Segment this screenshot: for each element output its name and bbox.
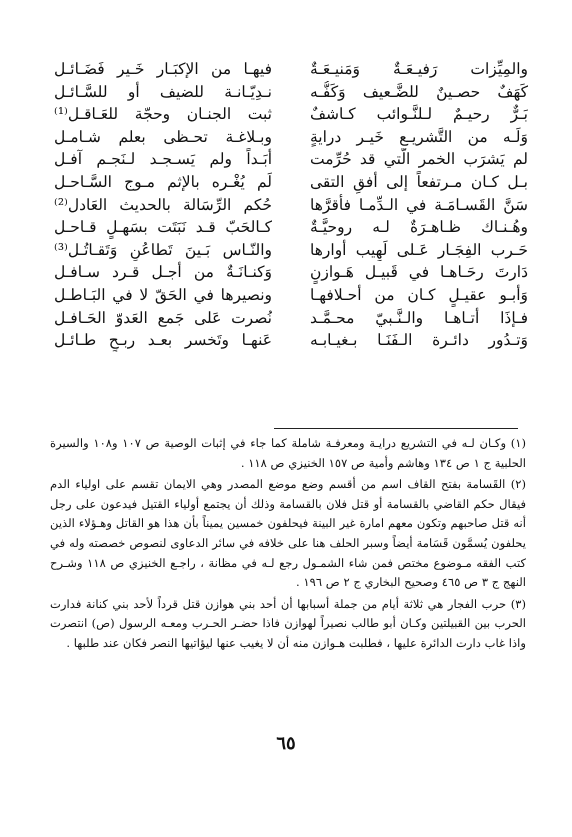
hemistich: بـل كـان مـرتفعاً إلى أُفقِ التقى	[310, 172, 528, 191]
hemistich: فـإذَا أتـاهـا والـنَّـبيّ محـمَّـد	[310, 308, 528, 327]
hemistich: حَـرب الفِجَـار عَـلى لَهِيب أوارها	[310, 240, 528, 259]
footnote: (٢) القَسامة بفتح القاف اسم من أقسم وضع موضع المصدر وهي الايمان تقسم على اولياء الدم فيقال حكم القاضي بالقسامة أو قتل فلان بالقسامة وذلك أن يجتمع أولياء القتيل فيدعون على رجل أنه قتل صاحبهم وتكون معهم امارة غير البينة فيحلفون خمسين يميناً بأن هذا هو القاتل وهـؤلاء الذين يحلفون يُسمَّون قَسَامة أيضاً وسبر الحلف هنا على خلافه في سائر الدعاوى لنصوص خصصته وله في كتب الفقه مـوضوع مختص فمن شاء الشمـول رجع لـه في مظانة ، راجـع الخنيزي ص ١١٨ وشـرح النهج ج ٣ ص ٤٦٥ وصحيح البخاري ج ٢ ص ١٩٦ .	[50, 477, 526, 590]
hemistich: نُصرت عَلى جَمع العَدوّ الحَـافـل	[54, 308, 272, 327]
hemistich: وبـلاغـة تحـظى بعلم شـامـل	[54, 127, 272, 146]
poem-right-column	[310, 58, 528, 352]
hemistich: دَارتَ رحَـاهـا في قَبيـل هَـوازنٍ	[310, 263, 528, 282]
hemistich: سَنَّ القَسـامَـة في الـدِّمـا فأقرَّها	[310, 195, 528, 214]
page-number: ٦٥	[276, 733, 296, 754]
hemistich: أبَـداً ولم يَسـجـد لـنَجـم آفـل	[54, 150, 272, 169]
hemistich: وهُـنـاك ظـاهـرَةٌ لـه روحيَّـةٌ	[310, 218, 528, 237]
hemistich: عَنهـا وتَخسر بعـد ربـحٍ طـائـل	[54, 331, 272, 350]
hemistich: لَم يُغْـره بالإثم مـوج السَّـاحـل	[54, 172, 272, 191]
hemistich: نـدِيّـانـة للضيف أو للسَّـائـل	[54, 82, 272, 101]
hemistich: والمِيِّزات رَفيـعَـةٌ وَمَنيـعَـةٌ	[310, 60, 528, 78]
hemistich: ونصيرها في الحَقّ لا في البَـاطـل	[54, 285, 272, 304]
hemistich: وَتـدُور دائـرة الـفَنَـا بـغيـابـه	[310, 331, 528, 350]
poem	[0, 58, 572, 418]
footnote: (٣) حرب الفجار هي ثلاثة أيام من جملة أسبابها أن أحد بني هوازن قتل قرداً لأحد بني كنانة فدارت الحرب بين القبيلتين وكـان أبو طالب نصيراً لهوازن فاذا حضـر الحـرب ومعـه الرسول (ص) انتصرت واذا غاب دارت الدائرة عليها ، فطلبت هـوازن منه أن لا يغيب عنها ليؤاتيها النصر فكان عند طلبها .	[50, 596, 526, 650]
hemistich: لم يَشرَب الخمر الَّتي قد حُرِّمت	[310, 150, 528, 169]
hemistich: حُكم الرِّسَالة بالحديث العَادل⁽²⁾	[54, 195, 272, 214]
hemistich: ثبت الجنـان وحجّة للعَـاقـل⁽¹⁾	[54, 105, 272, 124]
footnote-divider	[274, 428, 518, 429]
hemistich: والنّـاس بَـينَ تَطاعُنٍ وَتَقـاتُـل⁽³⁾	[54, 240, 272, 259]
footnotes	[50, 434, 526, 654]
hemistich: فيهـا من الإكبَـار خَـير فَضَـائـل	[54, 60, 272, 78]
hemistich: كـالحَبّ قـد نَبَتَت بسَهـلٍ قـاحـل	[54, 218, 272, 237]
poem-left-column	[54, 58, 272, 352]
footnote: (١) وكـان لـه في التشريع درايـة ومعرفـة شاملة كما جاء في إثبات الوصية ص ١٠٧ و١٠٨ والسيرة الحلبية ج ١ ص ١٣٤ وهاشم وأمية ص ١٥٧ الخنيزي ص ١١٨ .	[50, 436, 526, 470]
hemistich: بَـرٌّ رحيـمٌ لـلنَّـوائب كـاشفٌ	[310, 105, 528, 124]
hemistich: وَكنـانَـةٌ من أجـل قـرد سـافـل	[54, 263, 272, 282]
hemistich: وَلَـه من التَّشريـع خَيـر درايةٍ	[310, 127, 528, 146]
hemistich: وَأبـو عقيـلٍ كـان من أحـلافهـا	[310, 285, 528, 304]
hemistich: كَهَفٌ حصـينٌ للضَّـعيف وَكَفُّـه	[310, 82, 528, 101]
